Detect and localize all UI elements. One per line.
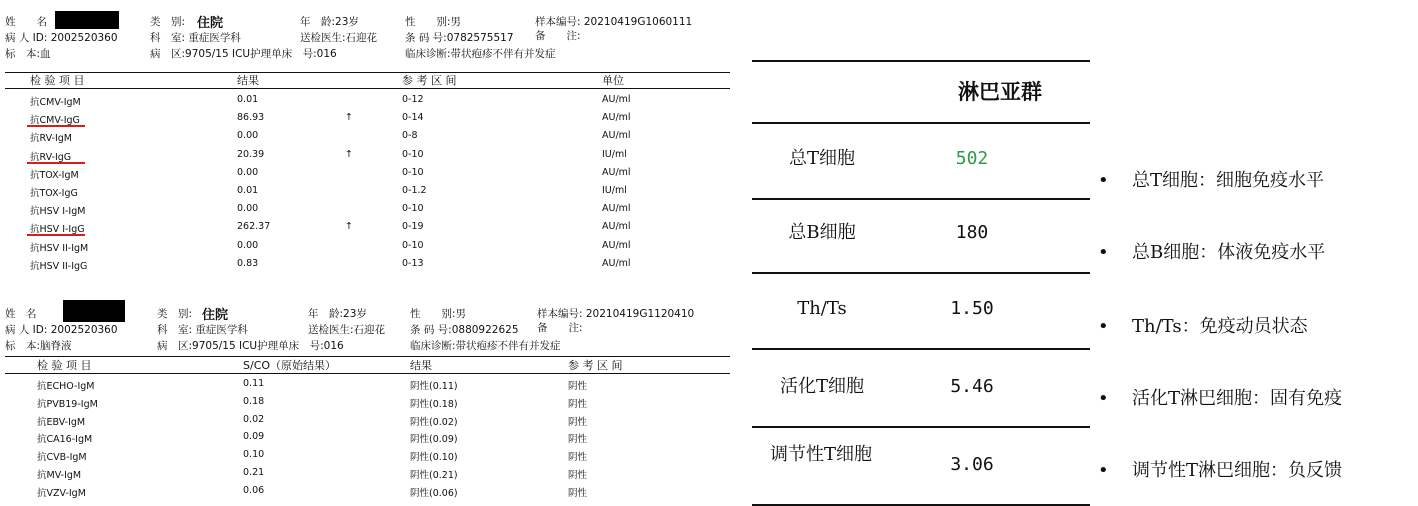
table-top-rule	[752, 60, 1090, 62]
doctor: 送检医生:石迎花	[308, 324, 386, 336]
specimen: 标 本:脑脊液	[5, 340, 72, 352]
table-row	[5, 92, 735, 110]
table-row	[5, 183, 735, 201]
cell-unit: IU/ml	[602, 185, 627, 196]
row-rule	[752, 272, 1090, 274]
col-header-unit: 单位	[602, 74, 624, 87]
cell-unit: AU/ml	[602, 94, 631, 105]
cell-result: 86.93	[237, 112, 265, 124]
age: 年 龄:23岁	[300, 16, 359, 28]
cell-flag: ↑	[345, 112, 353, 124]
cell-item: 抗VZV-IgM	[37, 487, 86, 499]
cell-unit: AU/ml	[602, 257, 631, 269]
table-row	[5, 201, 735, 219]
diagnosis: 临床诊断:带状疱疹不伴有并发症	[405, 48, 556, 60]
department: 科 室: 重症医学科	[157, 324, 248, 336]
row-name: Th/Ts	[797, 298, 847, 319]
patient-id: 病 人 ID: 2002520360	[5, 32, 118, 44]
cell-range: 阴性	[568, 452, 588, 464]
cell-result: 0.01	[237, 185, 259, 196]
row-value: 180	[955, 222, 989, 243]
table-row	[5, 465, 735, 483]
cell-range: 0-12	[402, 94, 424, 105]
cell-unit: IU/ml	[602, 148, 627, 160]
table-row	[5, 412, 735, 430]
cell-result: 0.00	[237, 239, 259, 251]
cell-result: 0.01	[237, 94, 259, 105]
department: 科 室: 重症医学科	[150, 32, 241, 44]
category-value: 住院	[202, 308, 229, 323]
bullet-icon: •	[1098, 170, 1109, 191]
cell-result: 阴性(0.06)	[410, 487, 458, 499]
divider	[5, 373, 730, 374]
table-row	[5, 165, 735, 183]
table-row	[5, 256, 735, 274]
cell-flag: ↑	[345, 148, 353, 160]
cell-item: 抗HSV I-IgM	[30, 206, 86, 218]
cell-range: 0-10	[402, 203, 424, 215]
cell-sco: 0.06	[243, 484, 265, 496]
cell-range: 0-10	[402, 239, 424, 251]
cell-range: 0-19	[402, 221, 424, 233]
cell-sco: 0.09	[243, 431, 265, 443]
note-text: 总T细胞：细胞免疫水平	[1132, 170, 1325, 191]
cell-item: 抗MV-IgM	[37, 470, 82, 481]
sex: 性 别:男	[410, 308, 467, 320]
cell-unit: AU/ml	[602, 203, 631, 215]
col-header-range: 参 考 区 间	[402, 74, 457, 87]
cell-unit: AU/ml	[602, 166, 631, 178]
cell-range: 0-8	[402, 130, 418, 142]
cell-result: 0.00	[237, 166, 259, 178]
cell-item: 抗PVB19-IgM	[37, 398, 98, 410]
report-header	[5, 306, 735, 354]
report-header	[5, 14, 735, 62]
note-text: 总B细胞：体液免疫水平	[1132, 242, 1326, 263]
cell-result: 阴性(0.09)	[410, 434, 458, 446]
row-value: 3.06	[950, 454, 994, 475]
cell-result: 阴性(0.21)	[410, 470, 458, 481]
sample-number: 样本编号: 20210419G1120410	[537, 308, 695, 320]
age: 年 龄:23岁	[308, 308, 367, 320]
table-row	[5, 429, 735, 447]
col-header-result: 结果	[237, 74, 259, 87]
row-value: 5.46	[950, 376, 994, 397]
cell-item: 抗TOX-IgG	[30, 188, 78, 199]
cell-flag: ↑	[345, 221, 353, 233]
sample-number: 样本编号: 20210419G1060111	[535, 16, 693, 28]
col-header-item: 检 验 项 目	[37, 359, 92, 372]
row-value: 1.50	[950, 298, 994, 319]
cell-range: 0-10	[402, 148, 424, 160]
cell-item: 抗HSV I-IgG	[30, 224, 85, 236]
table-row	[5, 219, 735, 237]
cell-range: 阴性	[568, 416, 588, 428]
cell-range: 0-1.2	[402, 185, 427, 196]
lab-report-blood	[5, 14, 735, 272]
row-name: 活化T细胞	[779, 376, 864, 397]
red-underline	[27, 125, 85, 127]
category-label: 类 别:	[157, 308, 193, 320]
table-row	[5, 128, 735, 146]
cell-result: 0.83	[237, 257, 259, 269]
table-row	[5, 238, 735, 256]
ward: 病 区:9705/15 ICU护理单床 号:016	[150, 48, 337, 60]
doctor: 送检医生:石迎花	[300, 32, 378, 44]
table-title: 淋巴亚群	[958, 79, 1042, 104]
note-text: 调节性T淋巴细胞：负反馈	[1132, 460, 1343, 481]
cell-item: 抗RV-IgG	[30, 151, 72, 163]
table-header-rule	[752, 122, 1090, 124]
cell-unit: AU/ml	[602, 112, 631, 124]
patient-id: 病 人 ID: 2002520360	[5, 324, 118, 336]
cell-sco: 0.11	[243, 378, 265, 389]
cell-result: 0.00	[237, 203, 259, 215]
row-name: 总B细胞	[788, 222, 856, 243]
cell-item: 抗TOX-IgM	[30, 169, 79, 181]
cell-result: 阴性(0.10)	[410, 452, 458, 464]
cell-range: 阴性	[568, 434, 588, 446]
ward: 病 区:9705/15 ICU护理单床 号:016	[157, 340, 344, 352]
cell-item: 抗HSV II-IgM	[30, 242, 89, 254]
category-value: 住院	[197, 16, 224, 31]
cell-item: 抗RV-IgM	[30, 133, 72, 145]
row-value: 502	[955, 148, 989, 169]
cell-result: 阴性(0.18)	[410, 398, 458, 410]
remark: 备 注:	[537, 322, 583, 334]
diagnosis: 临床诊断:带状疱疹不伴有并发症	[410, 340, 561, 352]
table-row	[5, 447, 735, 465]
bullet-icon: •	[1098, 316, 1109, 337]
category-label: 类 别:	[150, 16, 186, 28]
cell-range: 阴性	[568, 487, 588, 499]
note-item	[1098, 166, 1324, 192]
cell-range: 阴性	[568, 381, 588, 392]
cell-unit: AU/ml	[602, 221, 631, 233]
cell-sco: 0.18	[243, 395, 265, 407]
table-row	[5, 147, 735, 165]
cell-item: 抗CMV-IgG	[30, 115, 80, 127]
note-text: Th/Ts：免疫动员状态	[1132, 316, 1308, 337]
divider	[5, 88, 730, 89]
sex: 性 别:男	[405, 16, 462, 28]
row-rule	[752, 426, 1090, 428]
specimen: 标 本:血	[5, 48, 51, 60]
cell-item: 抗ECHO-IgM	[37, 381, 95, 392]
cell-range: 阴性	[568, 470, 588, 481]
name-label: 姓 名	[5, 16, 47, 28]
row-rule	[752, 198, 1090, 200]
note-text: 活化T淋巴细胞：固有免疫	[1132, 388, 1343, 409]
col-header-sco: S/CO（原始结果）	[243, 359, 337, 372]
bullet-icon: •	[1098, 388, 1109, 409]
cell-range: 0-10	[402, 166, 424, 178]
row-rule	[752, 348, 1090, 350]
cell-result: 阴性(0.02)	[410, 416, 458, 428]
barcode: 条 码 号:0880922625	[410, 324, 519, 336]
note-item	[1098, 384, 1342, 410]
redacted-name	[63, 300, 125, 322]
cell-unit: AU/ml	[602, 239, 631, 251]
note-item	[1098, 312, 1308, 338]
cell-item: 抗HSV II-IgG	[30, 260, 88, 272]
col-header-result: 结果	[410, 359, 432, 372]
cell-result: 20.39	[237, 148, 265, 160]
lab-report-csf	[5, 306, 735, 499]
cell-range: 0-13	[402, 257, 424, 269]
cell-item: 抗CA16-IgM	[37, 434, 93, 446]
cell-result: 0.00	[237, 130, 259, 142]
col-header-item: 检 验 项 目	[30, 74, 85, 87]
barcode: 条 码 号:0782575517	[405, 32, 514, 44]
red-underline	[27, 234, 85, 236]
red-underline	[27, 162, 85, 164]
cell-result: 阴性(0.11)	[410, 381, 458, 392]
table-row	[5, 110, 735, 128]
bullet-icon: •	[1098, 242, 1109, 263]
note-item	[1098, 456, 1342, 482]
cell-item: 抗CVB-IgM	[37, 452, 87, 464]
table-row	[5, 376, 735, 394]
cell-unit: AU/ml	[602, 130, 631, 142]
row-name: 调节性T细胞	[769, 444, 872, 465]
cell-sco: 0.02	[243, 413, 265, 425]
cell-range: 0-14	[402, 112, 424, 124]
col-header-range: 参 考 区 间	[568, 359, 623, 372]
remark: 备 注:	[535, 30, 581, 42]
bullet-icon: •	[1098, 460, 1109, 481]
name-label: 姓 名	[5, 308, 37, 320]
row-name: 总T细胞	[788, 148, 855, 169]
cell-result: 262.37	[237, 221, 271, 233]
cell-range: 阴性	[568, 398, 588, 410]
cell-item: 抗CMV-IgM	[30, 97, 81, 108]
redacted-name	[55, 11, 119, 29]
note-item	[1098, 238, 1325, 264]
table-row	[5, 394, 735, 412]
cell-sco: 0.21	[243, 467, 265, 478]
table-row	[5, 483, 735, 501]
cell-sco: 0.10	[243, 449, 265, 461]
cell-item: 抗EBV-IgM	[37, 416, 86, 428]
